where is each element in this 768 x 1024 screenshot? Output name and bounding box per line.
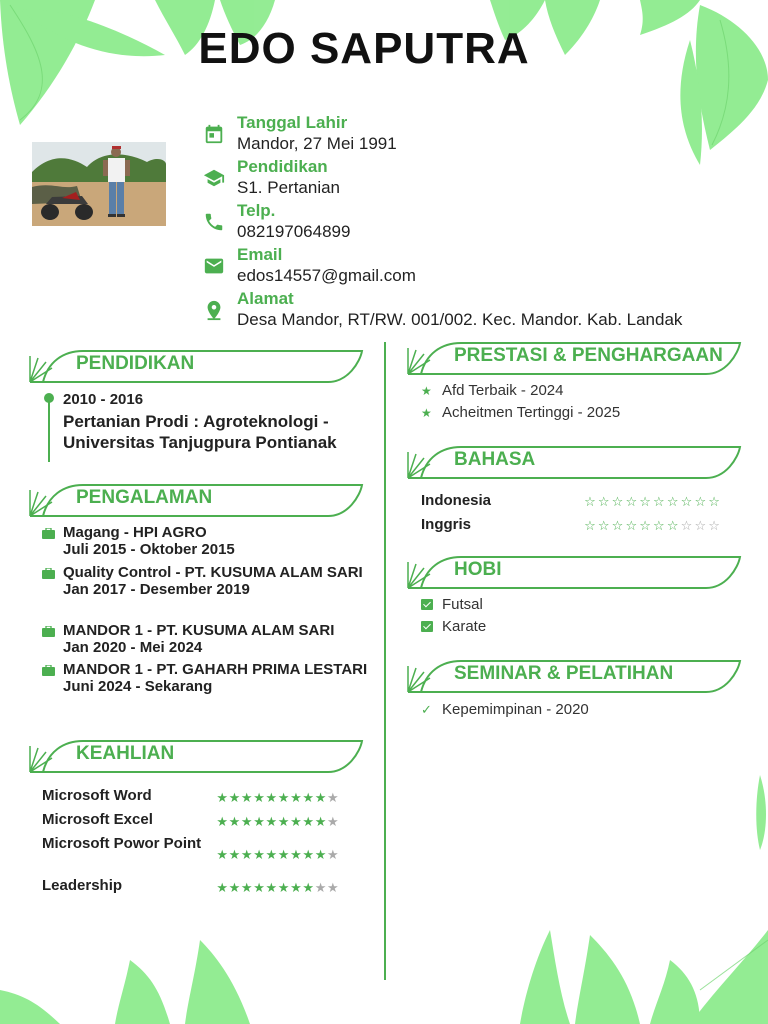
skill-rating bbox=[216, 813, 366, 827]
star-outline-icon: ☆ bbox=[639, 494, 651, 509]
experience-item bbox=[42, 661, 372, 696]
star-bullet-icon: ★ bbox=[421, 384, 432, 398]
skill-row bbox=[42, 877, 372, 897]
star-outline-icon: ☆ bbox=[611, 518, 624, 533]
star-icon: ★ bbox=[228, 847, 241, 862]
skill-rating bbox=[216, 879, 366, 893]
star-outline-icon: ☆ bbox=[625, 494, 638, 509]
star-icon: ★ bbox=[240, 847, 253, 862]
star-outline-icon: ☆ bbox=[584, 494, 596, 509]
section-header-seminar bbox=[406, 658, 742, 694]
seminar-text: Kepemimpinan - 2020 bbox=[442, 701, 589, 718]
section-title: HOBI bbox=[454, 559, 502, 580]
star-icon: ★ bbox=[277, 814, 290, 829]
star-outline-icon: ☆ bbox=[666, 518, 679, 533]
star-outline-icon: ☆ bbox=[708, 494, 720, 509]
contact-value: Desa Mandor, RT/RW. 001/002. Kec. Mandor. Kab. Landak bbox=[237, 310, 683, 329]
hobby-text: Futsal bbox=[442, 596, 483, 613]
achievement-item bbox=[421, 382, 563, 400]
experience-title: MANDOR 1 - PT. KUSUMA ALAM SARI bbox=[63, 622, 335, 639]
section-title: SEMINAR & PELATIHAN bbox=[454, 663, 674, 684]
star-outline-icon: ☆ bbox=[680, 518, 693, 533]
achievement-text: Afd Terbaik - 2024 bbox=[442, 382, 564, 399]
contact-value: 082197064899 bbox=[237, 222, 351, 241]
experience-item bbox=[42, 564, 372, 599]
star-icon: ★ bbox=[216, 814, 228, 829]
section-title: PENGALAMAN bbox=[76, 487, 213, 508]
seminar-item bbox=[421, 701, 589, 718]
experience-title: Magang - HPI AGRO bbox=[63, 524, 207, 541]
language-label: Inggris bbox=[421, 516, 472, 533]
contact-value: S1. Pertanian bbox=[237, 178, 341, 197]
checkbox-icon bbox=[421, 621, 433, 632]
education-years: 2010 - 2016 bbox=[63, 391, 144, 408]
experience-period: Juni 2024 - Sekarang bbox=[63, 678, 213, 695]
star-icon: ★ bbox=[265, 880, 278, 895]
contact-label: Telp. bbox=[237, 201, 276, 220]
profile-photo bbox=[32, 142, 166, 226]
star-icon: ★ bbox=[240, 814, 253, 829]
graduation-cap-icon bbox=[203, 167, 225, 189]
contact-label: Email bbox=[237, 245, 283, 264]
skill-label: Microsoft Powor Point bbox=[42, 835, 202, 852]
achievement-item bbox=[421, 404, 620, 422]
star-icon: ★ bbox=[228, 814, 241, 829]
star-icon: ★ bbox=[253, 880, 265, 895]
star-icon: ★ bbox=[302, 814, 315, 829]
language-row bbox=[421, 516, 741, 536]
experience-period: Jan 2020 - Mei 2024 bbox=[63, 639, 203, 656]
skill-label: Leadership bbox=[42, 877, 123, 894]
star-icon: ★ bbox=[216, 790, 228, 805]
star-icon: ★ bbox=[326, 880, 339, 895]
contact-email bbox=[203, 245, 763, 289]
skill-rating bbox=[216, 789, 366, 803]
contact-phone bbox=[203, 201, 763, 245]
star-icon: ★ bbox=[253, 790, 265, 805]
star-icon: ★ bbox=[326, 847, 339, 862]
star-icon: ★ bbox=[228, 790, 241, 805]
skill-row bbox=[42, 811, 372, 831]
star-icon: ★ bbox=[265, 790, 278, 805]
star-icon: ★ bbox=[277, 847, 290, 862]
contact-birthdate bbox=[203, 113, 763, 157]
star-icon: ★ bbox=[265, 847, 278, 862]
star-icon: ★ bbox=[302, 790, 315, 805]
skill-label: Microsoft Word bbox=[42, 787, 152, 804]
experience-period: Jan 2017 - Desember 2019 bbox=[63, 581, 250, 598]
education-description: Pertanian Prodi : Agroteknologi - Universitas Tanjugpura Pontianak bbox=[63, 412, 337, 452]
briefcase-icon bbox=[42, 663, 55, 674]
skill-row bbox=[42, 835, 372, 871]
star-outline-icon: ☆ bbox=[584, 518, 596, 533]
email-icon bbox=[203, 255, 225, 277]
candidate-name: EDO SAPUTRA bbox=[198, 24, 530, 73]
section-header-pengalaman bbox=[28, 482, 364, 518]
star-icon: ★ bbox=[302, 880, 315, 895]
contact-label: Alamat bbox=[237, 289, 294, 308]
briefcase-icon bbox=[42, 624, 55, 635]
experience-title: Quality Control - PT. KUSUMA ALAM SARI bbox=[63, 564, 363, 581]
star-icon: ★ bbox=[277, 880, 290, 895]
contact-value: Mandor, 27 Mei 1991 bbox=[237, 134, 397, 153]
star-outline-icon: ☆ bbox=[694, 518, 707, 533]
experience-item bbox=[42, 524, 372, 559]
contact-value: edos14557@gmail.com bbox=[237, 266, 416, 285]
star-icon: ★ bbox=[240, 790, 253, 805]
language-label: Indonesia bbox=[421, 492, 492, 509]
star-icon: ★ bbox=[314, 814, 327, 829]
column-divider bbox=[384, 342, 386, 980]
section-title: KEAHLIAN bbox=[76, 743, 175, 764]
star-icon: ★ bbox=[314, 847, 327, 862]
timeline-dot bbox=[44, 393, 54, 403]
star-icon: ★ bbox=[216, 880, 228, 895]
experience-period: Juli 2015 - Oktober 2015 bbox=[63, 541, 235, 558]
language-rating bbox=[583, 493, 721, 511]
star-icon: ★ bbox=[253, 847, 265, 862]
checkbox-icon bbox=[421, 599, 433, 610]
star-icon: ★ bbox=[326, 790, 339, 805]
section-header-pendidikan bbox=[28, 348, 364, 384]
skill-rating bbox=[216, 846, 366, 860]
contact-info bbox=[203, 113, 763, 333]
experience-item bbox=[42, 622, 372, 657]
language-row bbox=[421, 492, 741, 512]
star-bullet-icon: ★ bbox=[421, 406, 432, 420]
star-outline-icon: ☆ bbox=[708, 518, 720, 533]
briefcase-icon bbox=[42, 566, 55, 577]
star-outline-icon: ☆ bbox=[639, 518, 651, 533]
star-icon: ★ bbox=[265, 814, 278, 829]
star-icon: ★ bbox=[290, 847, 302, 862]
contact-label: Tanggal Lahir bbox=[237, 113, 348, 132]
section-header-bahasa bbox=[406, 444, 742, 480]
timeline-line bbox=[48, 396, 50, 462]
star-outline-icon: ☆ bbox=[666, 494, 679, 509]
briefcase-icon bbox=[42, 526, 55, 537]
section-title: PRESTASI & PENGHARGAAN bbox=[454, 345, 723, 366]
star-icon: ★ bbox=[253, 814, 265, 829]
star-icon: ★ bbox=[216, 847, 228, 862]
star-icon: ★ bbox=[302, 847, 315, 862]
star-outline-icon: ☆ bbox=[611, 494, 624, 509]
star-outline-icon: ☆ bbox=[597, 494, 610, 509]
star-icon: ★ bbox=[290, 790, 302, 805]
star-icon: ★ bbox=[314, 790, 327, 805]
contact-education bbox=[203, 157, 763, 201]
star-outline-icon: ☆ bbox=[625, 518, 638, 533]
star-icon: ★ bbox=[326, 814, 339, 829]
star-outline-icon: ☆ bbox=[653, 518, 665, 533]
star-icon: ★ bbox=[240, 880, 253, 895]
star-icon: ★ bbox=[290, 880, 302, 895]
section-header-prestasi bbox=[406, 340, 742, 376]
section-header-keahlian bbox=[28, 738, 364, 774]
experience-title: MANDOR 1 - PT. GAHARH PRIMA LESTARI bbox=[63, 661, 368, 678]
hobby-item bbox=[421, 618, 486, 636]
skill-label: Microsoft Excel bbox=[42, 811, 153, 828]
star-outline-icon: ☆ bbox=[653, 494, 665, 509]
star-icon: ★ bbox=[277, 790, 290, 805]
star-outline-icon: ☆ bbox=[680, 494, 693, 509]
contact-address bbox=[203, 289, 763, 333]
section-header-hobi bbox=[406, 554, 742, 590]
star-icon: ★ bbox=[228, 880, 241, 895]
section-title: PENDIDIKAN bbox=[76, 353, 195, 374]
star-outline-icon: ☆ bbox=[597, 518, 610, 533]
star-icon: ★ bbox=[290, 814, 302, 829]
location-pin-icon bbox=[203, 299, 225, 321]
section-title: BAHASA bbox=[454, 449, 536, 470]
hobby-text: Karate bbox=[442, 618, 487, 635]
checkmark-icon: ✓ bbox=[421, 702, 432, 717]
calendar-icon bbox=[203, 123, 225, 145]
phone-icon bbox=[203, 211, 225, 233]
contact-label: Pendidikan bbox=[237, 157, 328, 176]
skill-row bbox=[42, 787, 372, 807]
star-icon: ★ bbox=[314, 880, 327, 895]
language-rating bbox=[583, 517, 721, 535]
achievement-text: Acheitmen Tertinggi - 2025 bbox=[442, 404, 621, 421]
hobby-item bbox=[421, 596, 483, 614]
star-outline-icon: ☆ bbox=[694, 494, 707, 509]
